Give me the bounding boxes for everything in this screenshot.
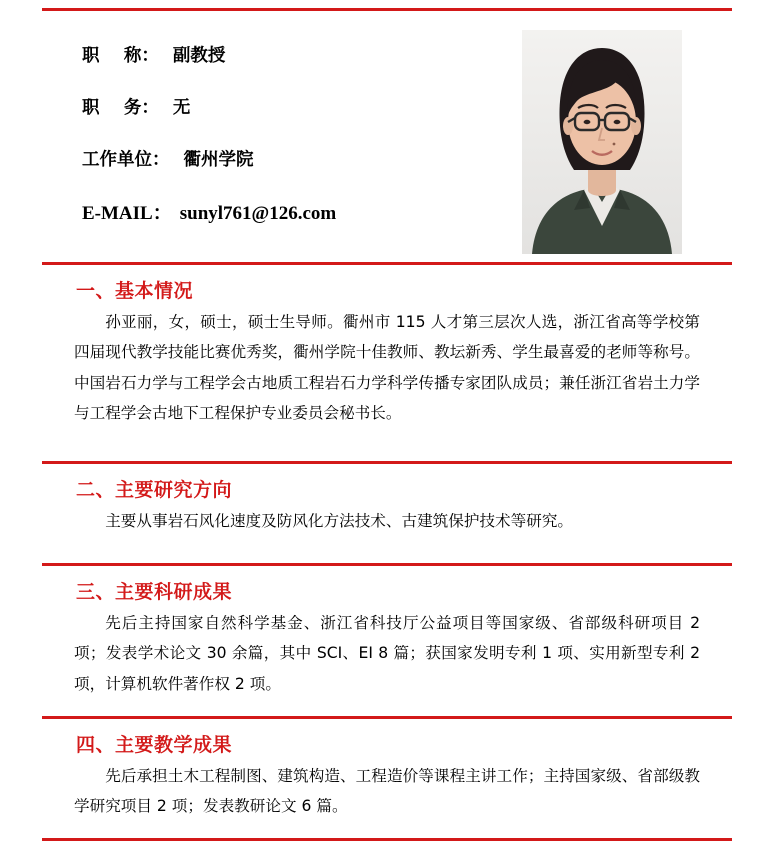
label-work-unit: 工作单位： [82,150,170,170]
field-row-email [82,198,522,225]
top-divider [42,8,732,11]
label-title-rank: 职 称： [82,46,159,66]
section-divider [42,563,732,566]
section-research-direction [42,461,732,536]
section-body-basic-info: 孙亚丽，女，硕士，硕士生导师。衢州市 115 人才第三层次人选，浙江省高等学校第四届现代教学技能比赛优秀奖，衢州学院十佳教师、教坛新秀、学生最喜爱的老师等称号。中国岩石力学与工程学会古地质工程岩石力学科学传播专家团队成员；兼任浙江省岩土力学与工程学会古地下工程保护专业委员会秘书长。 [74,313,700,423]
section-teaching-achievements [42,716,732,822]
value-email[interactable]: sunyl761@126.com [179,203,337,224]
portrait-photo [522,30,682,254]
value-duty: 无 [172,98,191,118]
bottom-divider [42,838,732,841]
field-row-work-unit [82,146,522,171]
section-body-teaching-achievements: 先后承担土木工程制图、建筑构造、工程造价等课程主讲工作；主持国家级、省部级教学研究项目 2 项；发表教研论文 6 篇。 [74,767,700,816]
section-title-teaching-achievements: 四、主要教学成果 [76,734,233,756]
section-divider [42,262,732,265]
section-research-achievements [42,563,732,699]
section-title-research-direction: 二、主要研究方向 [76,479,233,501]
section-title-research-achievements: 三、主要科研成果 [76,581,233,603]
section-title-basic-info: 一、基本情况 [76,280,194,302]
field-row-duty [82,94,522,119]
value-title-rank: 副教授 [172,46,226,66]
header-fields [82,42,522,252]
header-block [42,24,732,254]
section-divider [42,461,732,464]
label-email: E-MAIL： [82,203,172,224]
section-body-research-direction: 主要从事岩石风化速度及防风化方法技术、古建筑保护技术等研究。 [105,512,574,530]
section-divider [42,716,732,719]
field-row-title-rank [82,42,522,67]
label-duty: 职 务： [82,98,159,118]
section-body-research-achievements: 先后主持国家自然科学基金、浙江省科技厅公益项目等国家级、省部级科研项目 2 项；发表学术论文 30 余篇，其中 SCI、EI 8 篇；获国家发明专利 1 项、实用新型专利 2 项，计算机软件著作权 2 项。 [74,614,700,693]
value-work-unit: 衢州学院 [183,150,254,170]
section-basic-info [42,262,732,429]
